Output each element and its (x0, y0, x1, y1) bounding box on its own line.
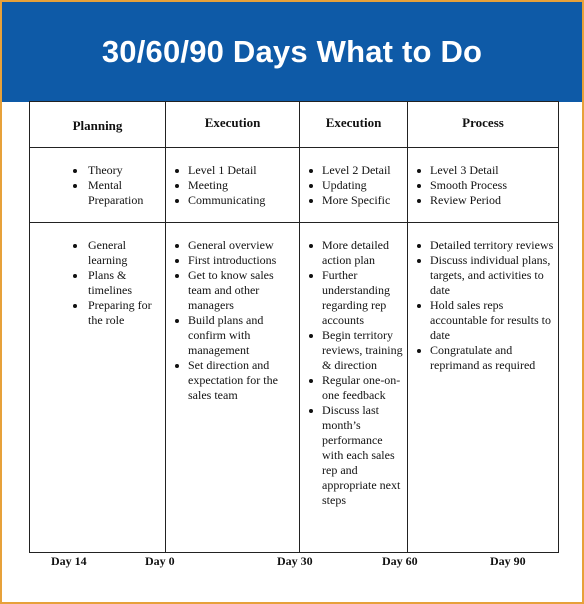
column-header-execution-1: Execution (166, 102, 300, 148)
list-item: More detailed action plan (300, 238, 407, 268)
list-item: Review Period (408, 193, 558, 208)
cell (30, 148, 166, 223)
list-item: Meeting (166, 178, 299, 193)
list-item: Smooth Process (408, 178, 558, 193)
title-banner (2, 2, 582, 102)
list-item: Build plans and confirm with management (166, 313, 299, 358)
list-item: Congratulate and reprimand as required (408, 343, 558, 373)
list-item: Preparing for the role (30, 298, 165, 328)
list-item: Discuss individual plans, targets, and activities to date (408, 253, 558, 298)
timeline-label: Day 0 (145, 554, 175, 568)
page-title: 30/60/90 Days What to Do (101, 34, 483, 69)
list-item: Hold sales reps accountable for results to date (408, 298, 558, 343)
list-item: Discuss last month’s performance with each sales rep and appropriate next steps (300, 403, 407, 508)
list-item: Set direction and expectation for the sales team (166, 358, 299, 403)
timeline-label: Day 60 (382, 554, 418, 568)
column-header-planning: Planning (30, 102, 166, 148)
list-item: Plans & timelines (30, 268, 165, 298)
list-item: Detailed territory reviews (408, 238, 558, 253)
list-item: Communicating (166, 193, 299, 208)
cell (30, 223, 166, 553)
cell (166, 223, 300, 553)
column-header-process: Process (408, 102, 559, 148)
list-item: Mental Preparation (30, 178, 165, 208)
cell (300, 223, 408, 553)
list-item: Theory (30, 163, 165, 178)
detail-row (30, 148, 559, 223)
list-item: Regular one-on-one feedback (300, 373, 407, 403)
cell (408, 148, 559, 223)
timeline-label: Day 90 (490, 554, 526, 568)
column-header-execution-2: Execution (300, 102, 408, 148)
list-item: Level 1 Detail (166, 163, 299, 178)
cell (166, 148, 300, 223)
list-item: First introductions (166, 253, 299, 268)
list-item: General learning (30, 238, 165, 268)
list-item: General overview (166, 238, 299, 253)
list-item: Updating (300, 178, 407, 193)
cell (408, 223, 559, 553)
header-row (30, 102, 559, 148)
list-item: Begin territory reviews, training & direction (300, 328, 407, 373)
list-item: Level 2 Detail (300, 163, 407, 178)
timeline-label: Day 30 (277, 554, 313, 568)
timeline-label: Day 14 (51, 554, 87, 568)
cell (300, 148, 408, 223)
list-item: Level 3 Detail (408, 163, 558, 178)
list-item: Further understanding regarding rep accounts (300, 268, 407, 328)
list-item: More Specific (300, 193, 407, 208)
timeline (0, 554, 584, 570)
activity-row (30, 223, 559, 553)
list-item: Get to know sales team and other managers (166, 268, 299, 313)
plan-table (29, 101, 559, 553)
